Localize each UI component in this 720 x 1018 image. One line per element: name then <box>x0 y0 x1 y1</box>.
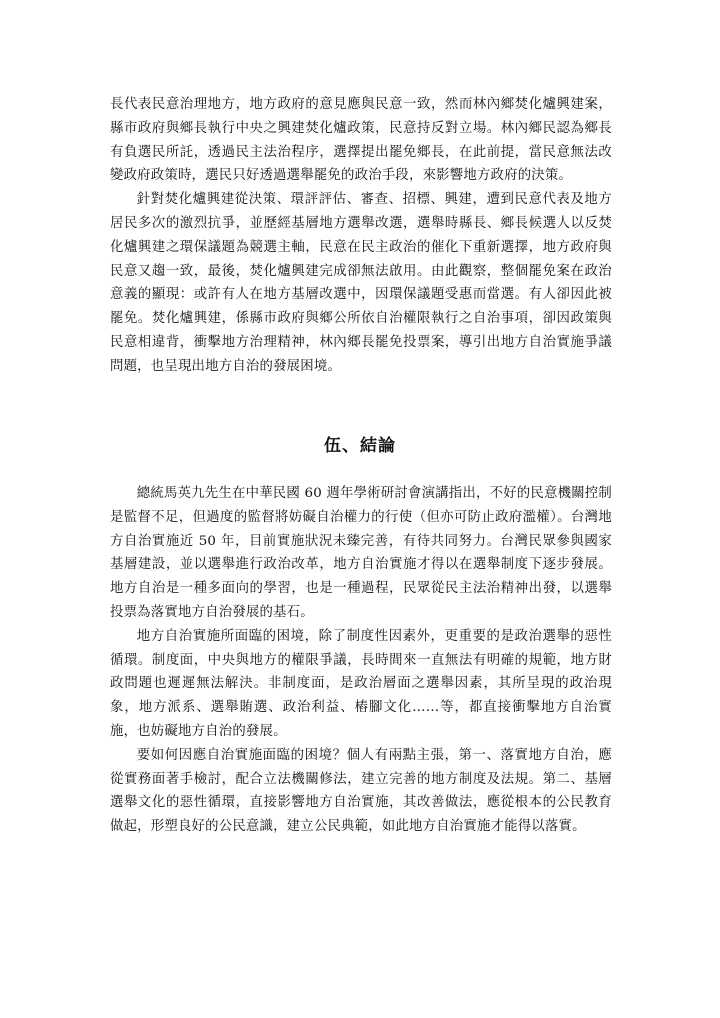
paragraph-conclusion-1: 總統馬英九先生在中華民國 60 週年學術研討會演講指出，不好的民意機關控制是監督不足，但過度的監督將妨礙自治權力的行使（但亦可防止政府濫權）。台灣地方自治實施近 50 年，目前實施狀況未臻完善，有待共同努力。台灣民眾參與國家基層建設，並以選舉進行政治改革，地方自治實施才得以在選舉制度下逐步發展。地方自治是一種多面向的學習，也是一種過程，民眾從民主法治精神出發，以選舉投票為落實地方自治發展的基石。 <box>110 486 612 620</box>
section-heading-conclusion: 伍、結論 <box>324 436 396 456</box>
paragraph-conclusion-3: 要如何因應自治實施面臨的困境？個人有兩點主張，第一、落實地方自治，應從實務面著手檢討，配合立法機關修法，建立完善的地方制度及法規。第二、基層選舉文化的惡性循環，直接影響地方自治實施，其改善做法，應從根本的公民教育做起，形塑良好的公民意識，建立公民典範，如此地方自治實施才能得以落實。 <box>110 747 612 835</box>
paragraph-continuation: 長代表民意治理地方，地方政府的意見應與民意一致，然而林內鄉焚化爐興建案，縣市政府與鄉長執行中央之興建焚化爐政策，民意持反對立場。林內鄉民認為鄉長有負選民所託，透過民主法治程序，選擇提出罷免鄉長，在此前提，當民意無法改變政府政策時，選民只好透過選舉罷免的政治手段，來影響地方政府的決策。 <box>110 97 612 184</box>
body-text-conclusion <box>110 482 612 839</box>
paragraph-conclusion-2: 地方自治實施所面臨的困境，除了制度性因素外，更重要的是政治選舉的惡性循環。制度面，中央與地方的權限爭議，長時間來一直無法有明確的規範，地方財政問題也遲遲無法解決。非制度面，是政治層面之選舉因素，其所呈現的政治現象，地方派系、選舉賄選、政治利益、樁腳文化……等，都直接衝擊地方自治實施，也妨礙地方自治的發展。 <box>110 628 612 739</box>
paragraph-incinerator-controversy: 針對焚化爐興建從決策、環評評估、審查、招標、興建，遭到民意代表及地方居民多次的激烈抗爭，並歷經基層地方選舉改選，選舉時縣長、鄉長候選人以反焚化爐興建之環保議題為競選主軸，民意在民主政治的催化下重新選擇，地方政府與民意又趨一致，最後，焚化爐興建完成卻無法啟用。由此觀察，整個罷免案在政治意義的顯現：或許有人在地方基層改選中，因環保議題受惠而當選。有人卻因此被罷免。焚化爐興建，係縣市政府與鄉公所依自治權限執行之自治事項，卻因政策與民意相違背，衝擊地方治理精神，林內鄉長罷免投票案，導引出地方自治實施爭議問題，也呈現出地方自治的發展困境。 <box>110 192 612 374</box>
body-text-before <box>110 93 612 379</box>
